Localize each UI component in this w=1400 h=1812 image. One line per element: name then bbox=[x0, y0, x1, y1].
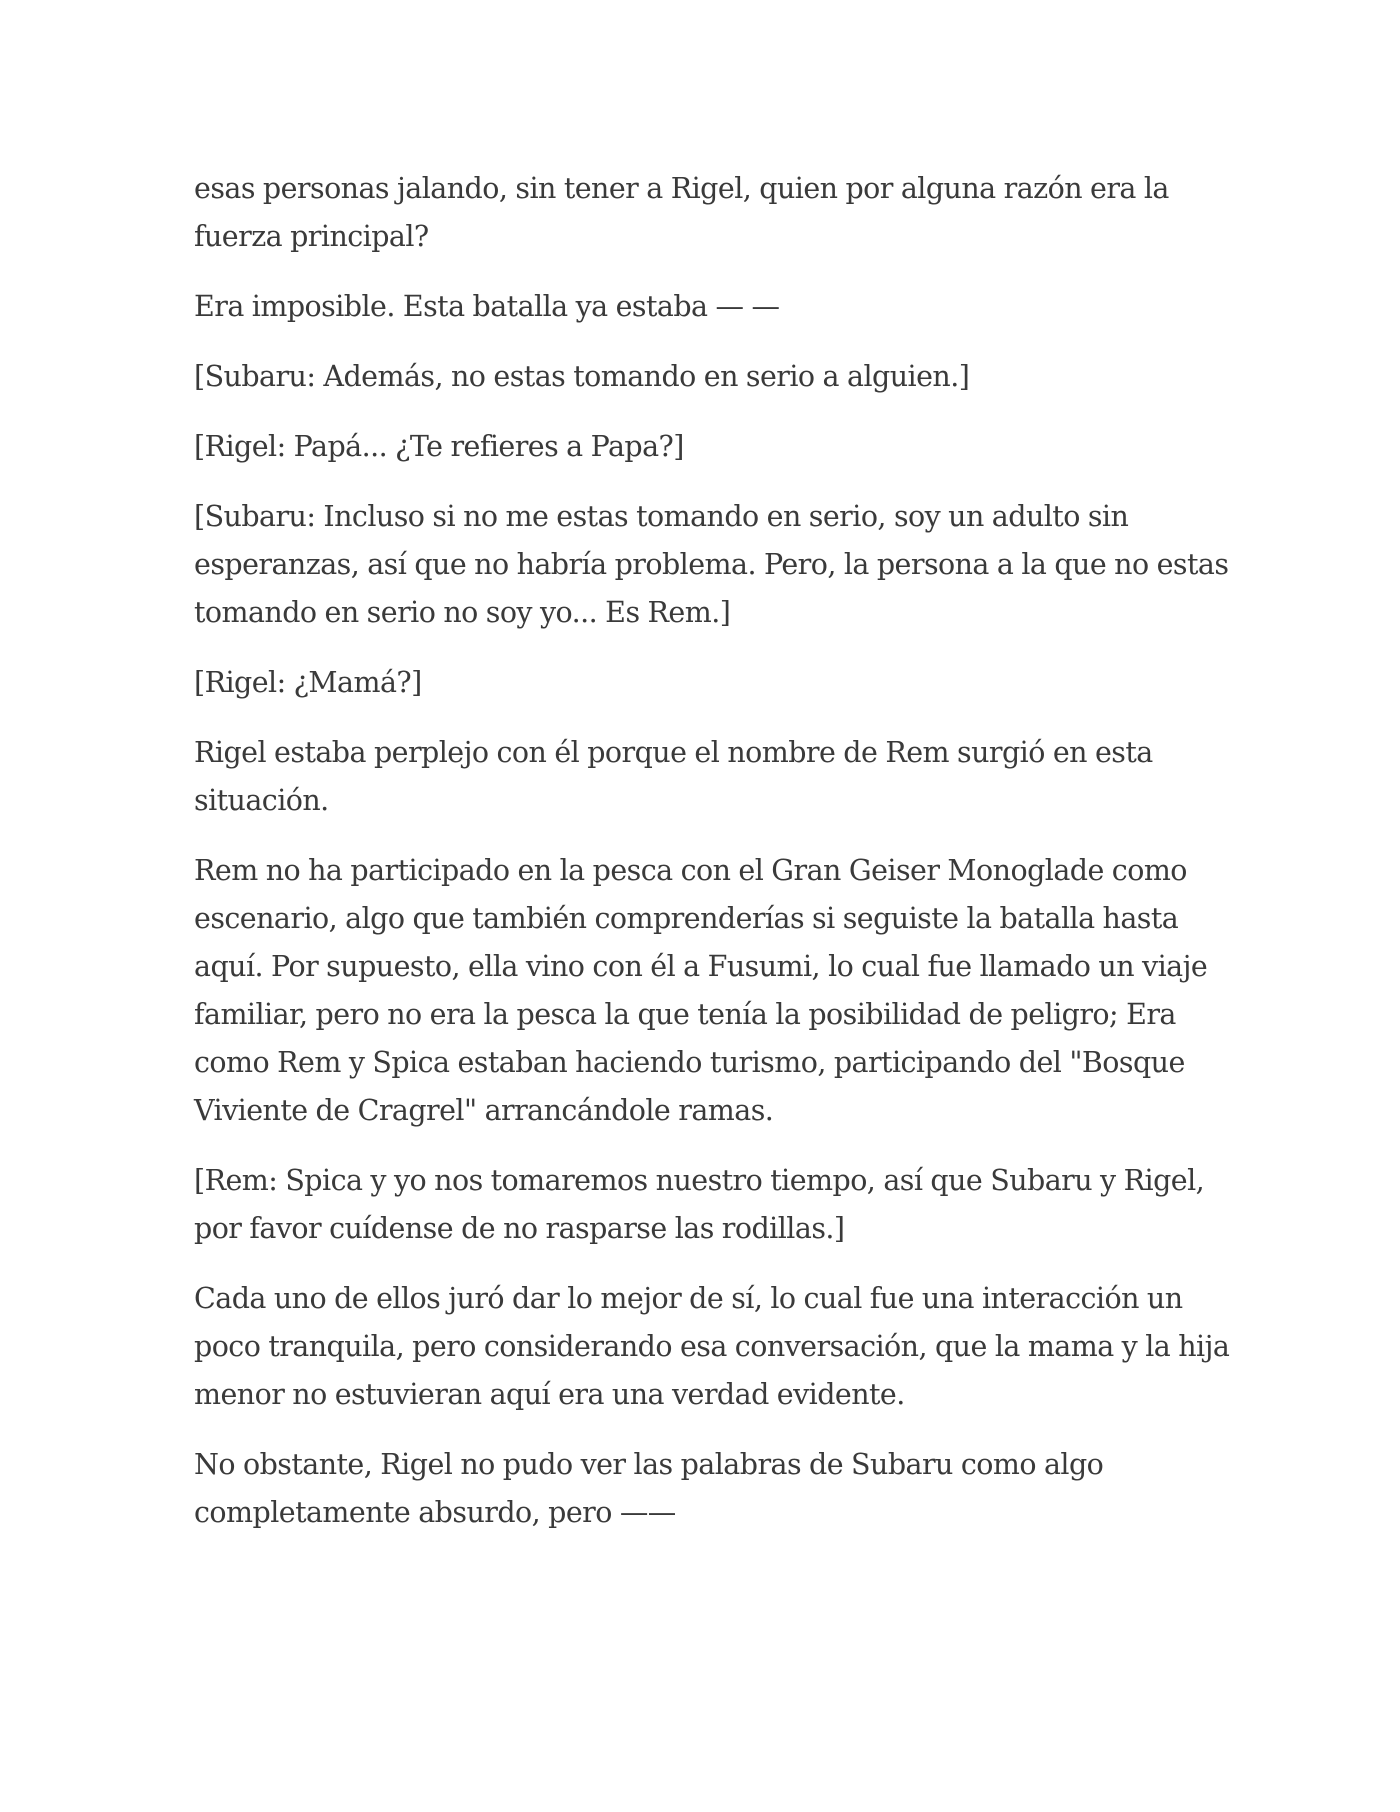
paragraph-11: No obstante, Rigel no pudo ver las palabras de Subaru como algo completamente absurdo, pero —— bbox=[194, 1448, 1104, 1529]
paragraph-5: [Subaru: Incluso si no me estas tomando en serio, soy un adulto sin esperanzas, así que no habría problema. Pero, la persona a la que no estas tomando en serio no soy yo... Es Rem.] bbox=[194, 500, 1229, 629]
paragraph-1: esas personas jalando, sin tener a Rigel, quien por alguna razón era la fuerza principal? bbox=[194, 172, 1169, 253]
paragraph-4: [Rigel: Papá... ¿Te refieres a Papa?] bbox=[194, 430, 684, 463]
paragraph-7: Rigel estaba perplejo con él porque el nombre de Rem surgió en esta situación. bbox=[194, 736, 1153, 817]
paragraph-10: Cada uno de ellos juró dar lo mejor de sí, lo cual fue una interacción un poco tranquila, pero considerando esa conversación, que la mama y la hija menor no estuvieran aquí era una verdad evidente. bbox=[194, 1282, 1230, 1411]
paragraph-8: Rem no ha participado en la pesca con el Gran Geiser Monoglade como escenario, algo que también comprenderías si seguiste la batalla hasta aquí. Por supuesto, ella vino con él a Fusumi, lo cual fue llamado un viaje familiar, pero no era la pesca la que tenía la posibilidad de peligro; Era como Rem y Spica estaban haciendo turismo, participando del "Bosque Viviente de Cragrel" arrancándole ramas. bbox=[194, 854, 1208, 1127]
document-body bbox=[194, 165, 1234, 1559]
paragraph-2: Era imposible. Esta batalla ya estaba — — bbox=[194, 290, 780, 323]
paragraph-6: [Rigel: ¿Mamá?] bbox=[194, 666, 422, 699]
paragraph-3: [Subaru: Además, no estas tomando en serio a alguien.] bbox=[194, 360, 970, 393]
paragraph-9: [Rem: Spica y yo nos tomaremos nuestro tiempo, así que Subaru y Rigel, por favor cuídense de no rasparse las rodillas.] bbox=[194, 1164, 1205, 1245]
